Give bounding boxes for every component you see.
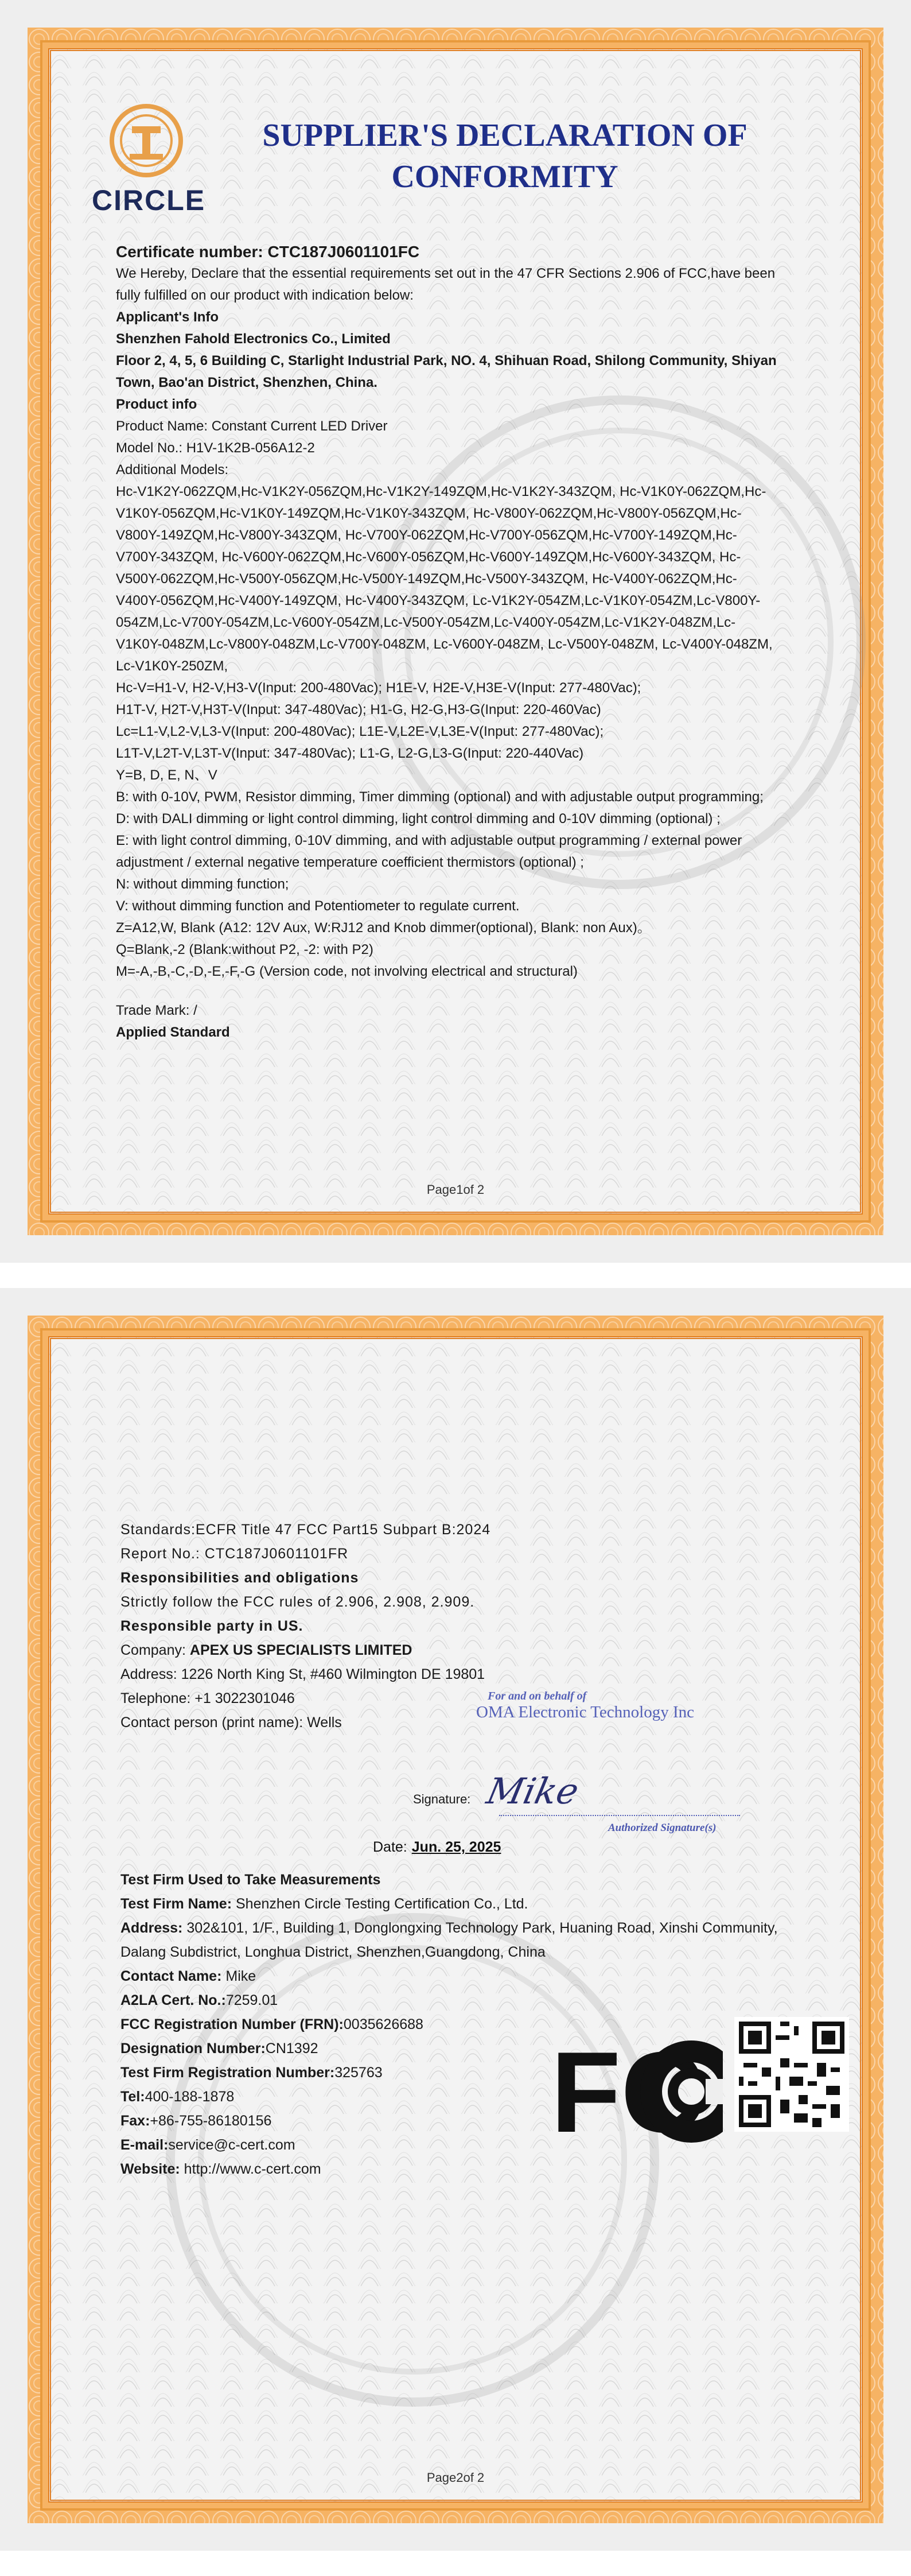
applicant-name: Shenzhen Fahold Electronics Co., Limited xyxy=(116,331,391,347)
frn-line xyxy=(120,2012,786,2036)
spec-line: Y=B, D, E, N、V xyxy=(116,767,217,783)
qr-code-icon xyxy=(734,2017,849,2132)
report-number: Report No.: CTC187J0601101FR xyxy=(120,1546,349,1562)
a2la-number: 7259.01 xyxy=(225,1992,278,2008)
fcc-logo-letters: FC xyxy=(551,2034,704,2149)
certificate-body xyxy=(116,241,779,1043)
frn-label: FCC Registration Number (FRN): xyxy=(120,2016,344,2032)
test-firm-name: Shenzhen Circle Testing Certification Co., Ltd. xyxy=(235,1896,528,1912)
product-heading: Product info xyxy=(116,397,197,412)
company-label: Company: xyxy=(120,1642,190,1658)
spec-line: B: with 0-10V, PWM, Resistor dimming, Timer dimming (optional) and with adjustable output programming; xyxy=(116,789,764,805)
date-label: Date: xyxy=(373,1839,407,1855)
applied-standard-heading: Applied Standard xyxy=(116,1025,230,1040)
test-firm-name-label: Test Firm Name: xyxy=(120,1896,236,1912)
test-firm-name-line xyxy=(120,1892,786,1916)
contact-name-line xyxy=(120,1964,786,1988)
standards-line: Standards:ECFR Title 47 FCC Part15 Subpart B:2024 xyxy=(120,1522,491,1538)
designation-number: CN1392 xyxy=(265,2040,318,2057)
test-firm-registration-number: 325763 xyxy=(334,2065,383,2081)
date-line xyxy=(373,1839,501,1856)
a2la-label: A2LA Cert. No.: xyxy=(120,1992,226,2008)
website-line xyxy=(120,2157,786,2181)
circle-logo-icon xyxy=(109,103,184,178)
stamp-company: OMA Electronic Technology Inc xyxy=(476,1703,694,1721)
a2la-line xyxy=(120,1988,786,2012)
website-link[interactable]: http://www.c-cert.com xyxy=(184,2161,321,2177)
tel-number: 400-188-1878 xyxy=(145,2089,235,2105)
tel-label: Tel: xyxy=(120,2089,145,2105)
spec-line: E: with light control dimming, 0-10V dimming, and with adjustable output programming / external power adjustment / external negative temperature coefficient thermistors (optional) ; xyxy=(116,833,742,870)
contact-person-line: Contact person (print name): Wells xyxy=(120,1714,342,1731)
authorized-signature-caption: Authorized Signature(s) xyxy=(608,1822,717,1834)
contact-name-label: Contact Name: xyxy=(120,1968,226,1984)
company-value: APEX US SPECIALISTS LIMITED xyxy=(189,1642,412,1658)
product-name: Product Name: Constant Current LED Driver xyxy=(116,418,388,434)
test-firm-address-label: Address: xyxy=(120,1920,187,1936)
responsible-party-heading: Responsible party in US. xyxy=(120,1618,303,1634)
page-number: Page1of 2 xyxy=(426,1182,485,1197)
spec-line: Z=A12,W, Blank (A12: 12V Aux, W:RJ12 and Knob dimmer(optional), Blank: non Aux)。 xyxy=(116,920,651,936)
test-firm-heading: Test Firm Used to Take Measurements xyxy=(120,1872,381,1888)
certificate-page-2 xyxy=(0,1288,911,2551)
telephone-line: Telephone: +1 3022301046 xyxy=(120,1690,295,1706)
additional-models-label: Additional Models: xyxy=(116,462,229,478)
model-number: Model No.: H1V-1K2B-056A12-2 xyxy=(116,440,315,456)
declaration-text: We Hereby, Declare that the essential requirements set out in the 47 CFR Sections 2.906 of FCC,have been fully fulfilled on our product with indication below: xyxy=(116,266,776,303)
fax-label: Fax: xyxy=(120,2113,150,2129)
additional-models-list: Hc-V1K2Y-062ZQM,Hc-V1K2Y-056ZQM,Hc-V1K2Y-149ZQM,Hc-V1K2Y-343ZQM, Hc-V1K0Y-062ZQM,Hc-V1K0Y-056ZQM,Hc-V1K0Y-149ZQM,Hc-V1K0Y-343ZQM, Hc-V800Y-062ZQM,Hc-V800Y-056ZQM,Hc-V800Y-149ZQM,Hc-V800Y-343ZQM, Hc-V700Y-062ZQM,Hc-V700Y-056ZQM,Hc-V700Y-149ZQM,Hc-V700Y-343ZQM, Hc-V600Y-062ZQM,Hc-V600Y-056ZQM,Hc-V600Y-149ZQM,Hc-V600Y-343ZQM, Hc-V500Y-062ZQM,Hc-V500Y-056ZQM,Hc-V500Y-149ZQM,Hc-V500Y-343ZQM, Hc-V400Y-062ZQM,Hc-V400Y-056ZQM,Hc-V400Y-149ZQM, Hc-V400Y-343ZQM, Lc-V1K2Y-054ZM,Lc-V1K0Y-054ZM,Lc-V800Y-054ZM,Lc-V700Y-054ZM,Lc-V600Y-054ZM,Lc-V500Y-054ZM,Lc-V400Y-054ZM,Lc-V1K2Y-048ZM,Lc-V1K0Y-048ZM,Lc-V800Y-048ZM,Lc-V700Y-048ZM, Lc-V600Y-048ZM, Lc-V500Y-048ZM, Lc-V400Y-048ZM, Lc-V1K0Y-250ZM, xyxy=(116,484,773,674)
certificate-page-1 xyxy=(0,0,911,1263)
page-number: Page2of 2 xyxy=(426,2470,485,2485)
spec-line: Lc=L1-V,L2-V,L3-V(Input: 200-480Vac); L1E-V,L2E-V,L3E-V(Input: 277-480Vac); xyxy=(116,724,604,739)
spec-line: M=-A,-B,-C,-D,-E,-F,-G (Version code, not involving electrical and structural) xyxy=(116,964,578,979)
trade-mark: Trade Mark: / xyxy=(116,1003,197,1018)
stamp-on-behalf: For and on behalf of xyxy=(488,1690,587,1702)
page-title: SUPPLIER'S DECLARATION OF CONFORMITY xyxy=(262,118,748,195)
spec-line: H1T-V, H2T-V,H3T-V(Input: 347-480Vac); H1-G, H2-G,H3-G(Input: 220-460Vac) xyxy=(116,702,601,717)
designation-label: Designation Number: xyxy=(120,2040,266,2057)
spec-line: D: with DALI dimming or light control dimming, light control dimming and 0-10V dimming (optional) ; xyxy=(116,811,721,827)
contact-name: Mike xyxy=(225,1968,256,1984)
test-firm-registration-label: Test Firm Registration Number: xyxy=(120,2065,335,2081)
address-line: Address: 1226 North King St, #460 Wilmington DE 19801 xyxy=(120,1666,485,1682)
applicant-heading: Applicant's Info xyxy=(116,309,219,325)
frn-number: 0035626688 xyxy=(343,2016,423,2032)
date-value: Jun. 25, 2025 xyxy=(411,1839,501,1855)
applicant-address: Floor 2, 4, 5, 6 Building C, Starlight Industrial Park, NO. 4, Shihuan Road, Shilong Community, Shiyan Town, Bao'an District, Shenzhen, China. xyxy=(116,353,777,390)
handwritten-signature: Mike xyxy=(483,1770,583,1812)
spec-line: N: without dimming function; xyxy=(116,876,289,892)
company-stamp xyxy=(476,1690,797,1722)
website-label: Website: xyxy=(120,2161,184,2177)
circle-logo xyxy=(92,103,206,253)
test-firm-address-line xyxy=(120,1916,786,1964)
spec-line: Hc-V=H1-V, H2-V,H3-V(Input: 200-480Vac); H1E-V, H2E-V,H3E-V(Input: 277-480Vac); xyxy=(116,680,641,696)
fax-number: +86-755-86180156 xyxy=(150,2113,272,2129)
logo-text: CIRCLE xyxy=(92,184,206,216)
spec-line: V: without dimming function and Potentiometer to regulate current. xyxy=(116,898,520,914)
spec-line: Q=Blank,-2 (Blank:without P2, -2: with P2) xyxy=(116,942,373,957)
responsibilities-text: Strictly follow the FCC rules of 2.906, 2.908, 2.909. xyxy=(120,1594,475,1610)
signature-line xyxy=(499,1815,740,1816)
email-label: E-mail: xyxy=(120,2137,169,2153)
signature-label: Signature: xyxy=(413,1792,471,1806)
responsibilities-heading: Responsibilities and obligations xyxy=(120,1570,359,1586)
email-address[interactable]: service@c-cert.com xyxy=(168,2137,295,2153)
fcc-logo xyxy=(551,2034,723,2149)
company-line xyxy=(120,1638,786,1662)
spec-line: L1T-V,L2T-V,L3T-V(Input: 347-480Vac); L1-G, L2-G,L3-G(Input: 220-440Vac) xyxy=(116,746,584,761)
certificate-number: Certificate number: CTC187J0601101FC xyxy=(116,243,420,261)
test-firm-address: 302&101, 1/F., Building 1, Donglongxing Technology Park, Huaning Road, Xinshi Community, Dalang Subdistrict, Longhua District, Shenzhen,Guangdong, China xyxy=(120,1920,778,1960)
